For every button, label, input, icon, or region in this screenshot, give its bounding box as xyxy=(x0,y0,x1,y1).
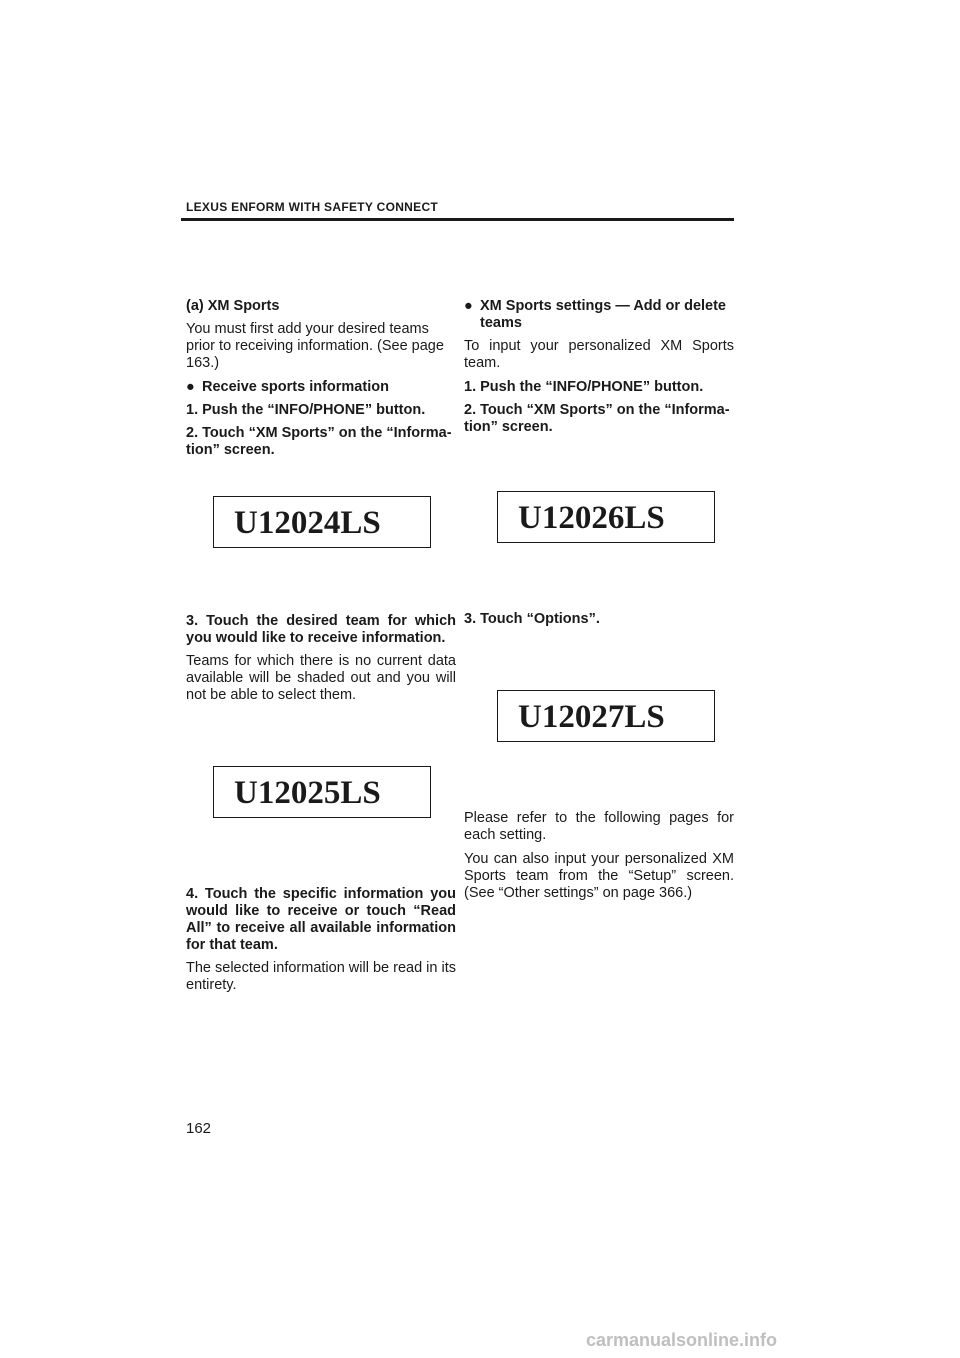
step-3-body: Teams for which there is no current data available will be shaded out and you will not be able to select them. xyxy=(186,653,456,703)
right-column-mid xyxy=(464,611,734,634)
left-column-top xyxy=(186,298,456,465)
header-rule xyxy=(181,218,734,221)
step-4: 4. Touch the specific information you would like to receive or touch “Read All” to receive all available information for that team. xyxy=(186,886,456,953)
left-column-mid xyxy=(186,613,456,711)
right-column-bottom xyxy=(464,810,734,909)
page-number: 162 xyxy=(186,1120,212,1137)
bullet-icon: ● xyxy=(464,298,473,314)
step-2: 2. Touch “XM Sports” on the “Informa-tion” screen. xyxy=(464,402,730,435)
left-column-bottom xyxy=(186,886,456,1001)
figure-placeholder: U12027LS xyxy=(497,690,715,742)
step-3: 3. Touch the desired team for which you would like to receive information. xyxy=(186,613,456,646)
step-4-body: The selected information will be read in its entirety. xyxy=(186,960,456,993)
figure-placeholder: U12024LS xyxy=(213,496,431,548)
bullet-heading: ● Receive sports information xyxy=(186,379,389,395)
figure-placeholder: U12026LS xyxy=(497,491,715,543)
note-text: You can also input your personalized XM Sports team from the “Setup” screen. (See “Other settings” on page 366.) xyxy=(464,851,734,901)
figure-placeholder: U12025LS xyxy=(213,766,431,818)
bullet-icon: ● xyxy=(186,379,195,395)
bullet-heading: ● XM Sports settings — Add or delete teams xyxy=(464,298,726,331)
step-1: 1. Push the “INFO/PHONE” button. xyxy=(464,379,704,395)
step-2: 2. Touch “XM Sports” on the “Informa-tion” screen. xyxy=(186,425,452,458)
watermark: carmanualsonline.info xyxy=(586,1330,778,1350)
intro-text: You must first add your desired teams prior to receiving information. (See page 163.) xyxy=(186,321,444,371)
step-3: 3. Touch “Options”. xyxy=(464,611,600,627)
note-text: Please refer to the following pages for each setting. xyxy=(464,810,734,843)
intro-text: To input your personalized XM Sports team. xyxy=(464,338,734,371)
right-column-top xyxy=(464,298,734,442)
running-header: LEXUS ENFORM WITH SAFETY CONNECT xyxy=(186,200,439,214)
section-title: (a) XM Sports xyxy=(186,298,280,314)
step-1: 1. Push the “INFO/PHONE” button. xyxy=(186,402,426,418)
